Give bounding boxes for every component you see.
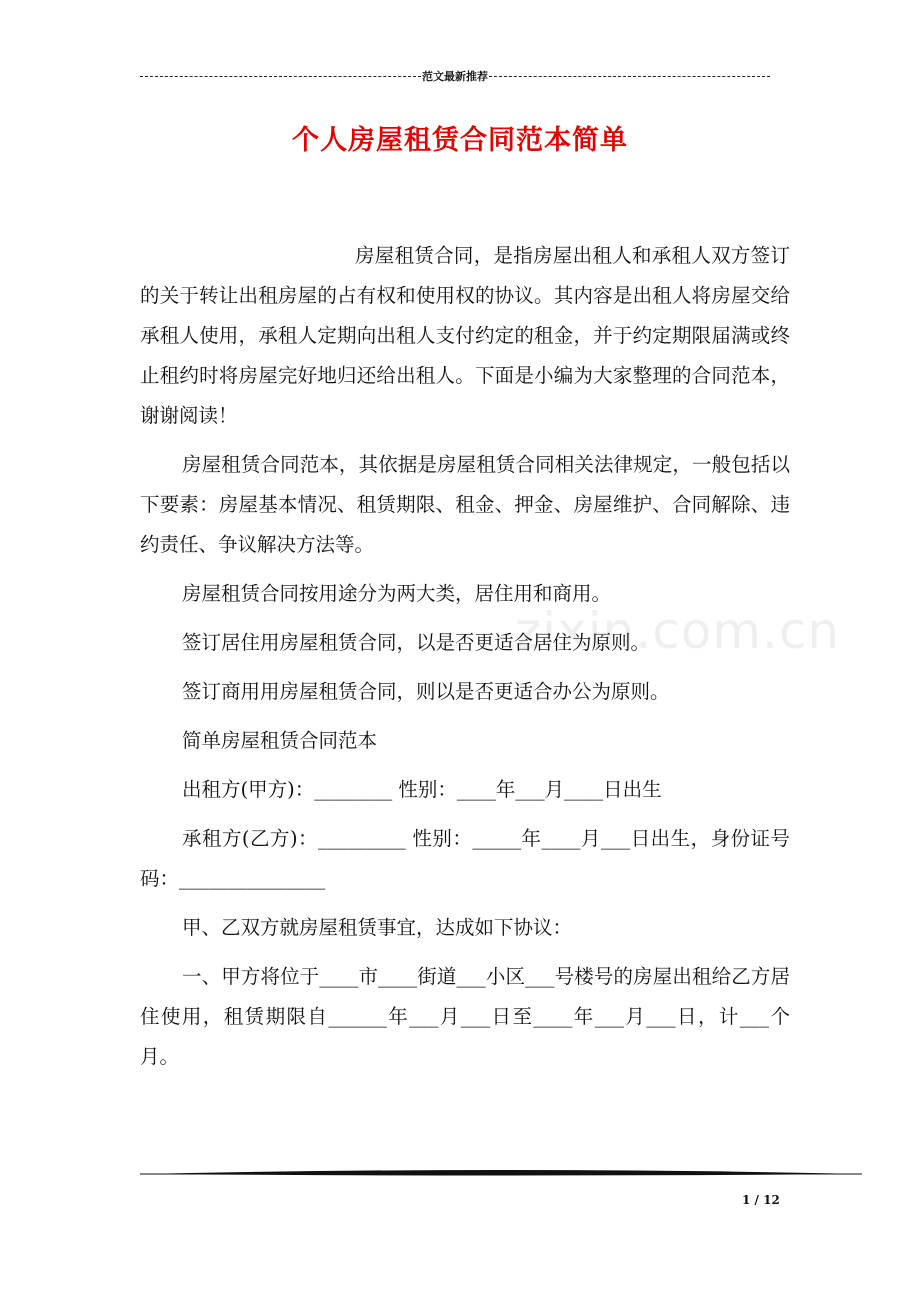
commercial-paragraph: 签订商用用房屋租赁合同，则以是否更适合办公为原则。 [182,680,670,703]
header-dash-left [140,76,421,77]
header-banner [140,68,770,84]
footer-rule [140,1164,862,1184]
document-body [140,236,790,1077]
elements-paragraph: 房屋租赁合同范本，其依据是房屋租赁合同相关法律规定，一般包括以下要素：房屋基本情况、租赁期限、租金、押金、房屋维护、合同解除、违约责任、争议解决方法等。 [140,453,790,556]
header-label: 范文最新推荐 [422,70,488,83]
lessor-line: 出租方(甲方)：________ 性别：____年___月____日出生 [182,778,662,801]
page-number: 1 / 12 [742,1193,780,1207]
category-paragraph: 房屋租赁合同按用途分为两大类，居住用和商用。 [182,582,612,605]
residential-paragraph: 签订居住用房屋租赁合同，以是否更适合居住为原则。 [182,631,651,654]
document-title: 个人房屋租赁合同范本简单 [292,125,628,156]
intro-paragraph: 房屋租赁合同，是指房屋出租人和承租人双方签订的关于转让出租房屋的占有权和使用权的协议。其内容是出租人将房屋交给承租人使用，承租人定期向出租人支付约定的租金，并于约定期限届满或终止租约时将房屋完好地归还给出租人。下面是小编为大家整理的合同范本，谢谢阅读！ [140,244,790,427]
watermark: zixin.com.cn [515,602,841,660]
clause-one: 一、甲方将位于____市____街道___小区___号楼号的房屋出租给乙方居住使用，租赁期限自______年___月___日至____年___月___日，计___个月。 [140,965,790,1068]
template-heading: 简单房屋租赁合同范本 [182,729,378,752]
header-dash-right [489,76,770,77]
agreement-intro: 甲、乙双方就房屋租赁事宜，达成如下协议： [182,916,573,939]
lessee-line: 承租方(乙方)：_________ 性别：_____年____月___日出生，身份证号码：_______________ [140,827,790,890]
